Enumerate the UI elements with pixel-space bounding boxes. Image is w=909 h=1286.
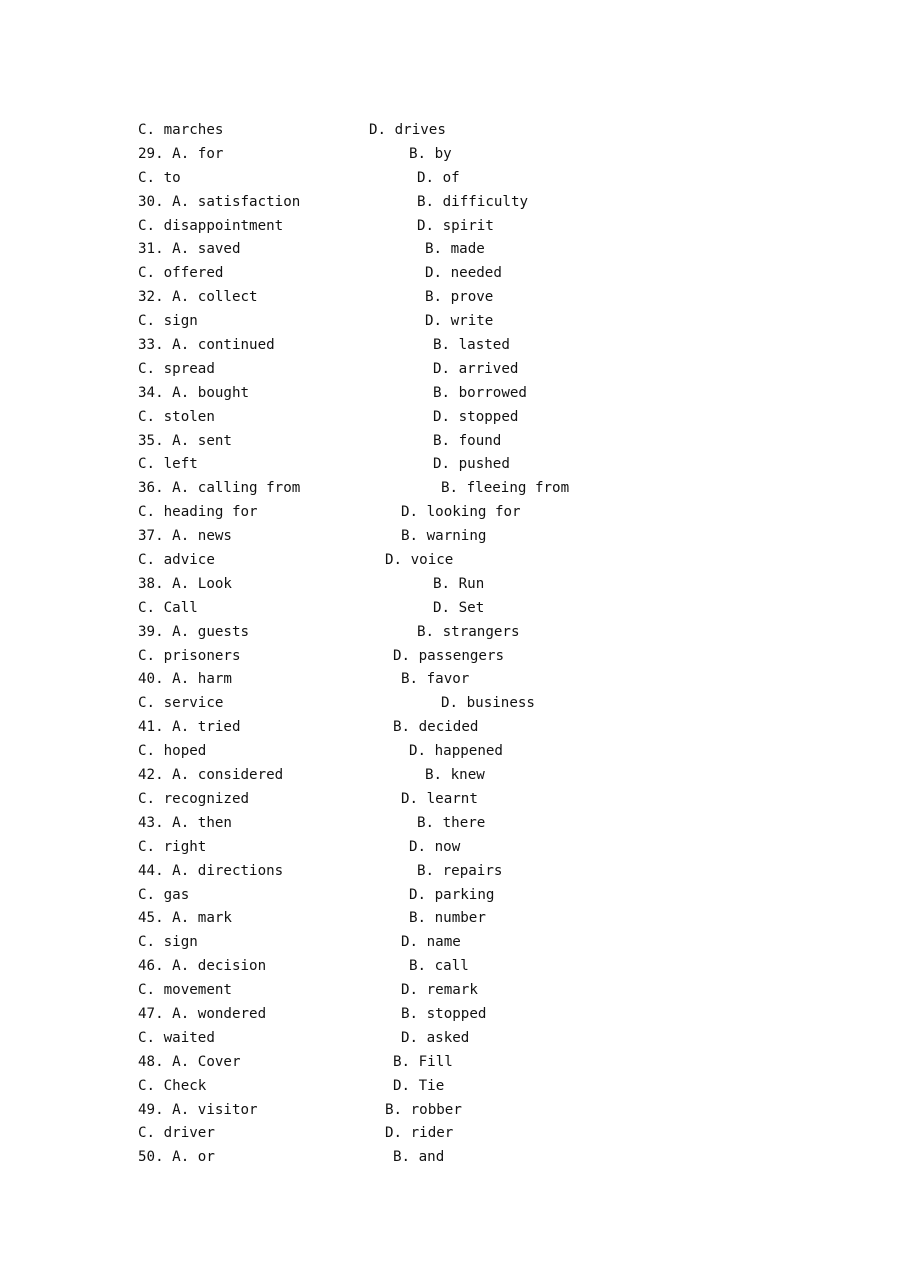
option-line <box>138 167 838 191</box>
option-left: C. sign <box>138 934 198 951</box>
option-left: 38. A. Look <box>138 575 232 592</box>
option-line <box>138 1003 838 1027</box>
option-right: D. voice <box>385 552 454 569</box>
option-right: D. drives <box>369 122 446 138</box>
option-right: D. needed <box>425 265 502 282</box>
option-right: B. there <box>417 814 486 831</box>
option-right: B. by <box>409 145 452 162</box>
option-line <box>138 812 838 836</box>
option-right: B. repairs <box>417 862 503 879</box>
option-line <box>138 788 838 812</box>
option-line <box>138 645 838 669</box>
option-line <box>138 310 838 334</box>
option-line <box>138 1051 838 1075</box>
option-right: D. write <box>425 313 494 330</box>
option-left: C. hoped <box>138 743 207 760</box>
option-right: D. spirit <box>417 217 494 234</box>
option-right: D. learnt <box>401 790 478 807</box>
option-left: C. service <box>138 695 224 712</box>
option-left: C. advice <box>138 552 215 569</box>
option-line <box>138 334 838 358</box>
option-left: 45. A. mark <box>138 910 232 927</box>
option-right: B. prove <box>425 289 494 306</box>
option-line <box>138 191 838 215</box>
option-right: D. rider <box>385 1125 454 1142</box>
option-line <box>138 955 838 979</box>
option-right: D. business <box>441 695 535 712</box>
option-line <box>138 119 838 143</box>
option-right: D. arrived <box>433 360 519 377</box>
option-line <box>138 1146 838 1170</box>
option-left: C. disappointment <box>138 217 284 234</box>
option-line <box>138 358 838 382</box>
option-right: B. warning <box>401 528 487 545</box>
option-line <box>138 286 838 310</box>
option-left: 49. A. visitor <box>138 1101 258 1118</box>
option-right: B. call <box>409 958 469 975</box>
option-left: 30. A. satisfaction <box>138 193 301 210</box>
option-right: B. robber <box>385 1101 462 1118</box>
option-left: 41. A. tried <box>138 719 241 736</box>
option-left: C. movement <box>138 982 232 999</box>
option-line <box>138 1027 838 1051</box>
option-right: D. passengers <box>393 647 505 664</box>
option-right: B. favor <box>401 671 470 688</box>
option-left: 33. A. continued <box>138 337 275 354</box>
option-line <box>138 716 838 740</box>
option-line <box>138 406 838 430</box>
option-line <box>138 979 838 1003</box>
option-line <box>138 215 838 239</box>
option-line <box>138 884 838 908</box>
option-left: C. waited <box>138 1029 215 1046</box>
option-right: D. stopped <box>433 408 519 425</box>
option-left: 36. A. calling from <box>138 480 301 497</box>
option-line <box>138 262 838 286</box>
option-left: C. Call <box>138 599 198 616</box>
option-right: B. Run <box>433 575 485 592</box>
option-line <box>138 143 838 167</box>
option-left: 40. A. harm <box>138 671 232 688</box>
option-left: C. marches <box>138 122 224 138</box>
option-left: C. heading for <box>138 504 258 521</box>
option-left: 47. A. wondered <box>138 1005 267 1022</box>
option-right: B. difficulty <box>417 193 529 210</box>
option-left: 43. A. then <box>138 814 232 831</box>
option-line <box>138 238 838 262</box>
option-right: D. looking for <box>401 504 521 521</box>
option-line <box>138 692 838 716</box>
option-right: B. stopped <box>401 1005 487 1022</box>
option-right: D. name <box>401 934 461 951</box>
option-right: D. asked <box>401 1029 470 1046</box>
option-left: C. stolen <box>138 408 215 425</box>
option-left: 48. A. Cover <box>138 1053 241 1070</box>
option-line <box>138 501 838 525</box>
option-line <box>138 525 838 549</box>
option-left: C. right <box>138 838 207 855</box>
option-left: 37. A. news <box>138 528 232 545</box>
option-line <box>138 740 838 764</box>
option-left: 44. A. directions <box>138 862 284 879</box>
option-right: D. happened <box>409 743 503 760</box>
option-left: C. spread <box>138 360 215 377</box>
option-right: B. number <box>409 910 486 927</box>
option-left: C. offered <box>138 265 224 282</box>
option-right: B. strangers <box>417 623 520 640</box>
option-line <box>138 1099 838 1123</box>
option-list <box>138 119 838 1170</box>
option-right: D. Set <box>433 599 485 616</box>
option-right: D. remark <box>401 982 478 999</box>
option-line <box>138 907 838 931</box>
option-right: B. borrowed <box>433 384 527 401</box>
option-left: C. Check <box>138 1077 207 1094</box>
option-line <box>138 1122 838 1146</box>
option-left: 46. A. decision <box>138 958 267 975</box>
option-left: 31. A. saved <box>138 241 241 258</box>
option-left: C. left <box>138 456 198 473</box>
option-left: C. to <box>138 169 181 186</box>
option-left: C. driver <box>138 1125 215 1142</box>
option-right: B. found <box>433 432 502 449</box>
option-line <box>138 597 838 621</box>
option-left: C. prisoners <box>138 647 241 664</box>
option-left: 50. A. or <box>138 1149 215 1166</box>
option-right: B. fleeing from <box>441 480 570 497</box>
option-left: C. gas <box>138 886 190 903</box>
option-line <box>138 477 838 501</box>
option-left: 35. A. sent <box>138 432 232 449</box>
option-line <box>138 860 838 884</box>
option-line <box>138 430 838 454</box>
option-left: 29. A. for <box>138 145 224 162</box>
option-right: B. Fill <box>393 1053 453 1070</box>
option-left: 42. A. considered <box>138 767 284 784</box>
option-line <box>138 382 838 406</box>
option-right: B. and <box>393 1149 445 1166</box>
option-left: C. sign <box>138 313 198 330</box>
option-line <box>138 453 838 477</box>
option-right: B. made <box>425 241 485 258</box>
option-line <box>138 668 838 692</box>
option-line <box>138 836 838 860</box>
option-left: 32. A. collect <box>138 289 258 306</box>
option-left: 34. A. bought <box>138 384 250 401</box>
option-left: 39. A. guests <box>138 623 250 640</box>
option-line <box>138 764 838 788</box>
option-right: D. parking <box>409 886 495 903</box>
option-line <box>138 931 838 955</box>
option-line <box>138 621 838 645</box>
option-line <box>138 549 838 573</box>
option-right: D. now <box>409 838 461 855</box>
option-right: D. Tie <box>393 1077 445 1094</box>
option-right: B. knew <box>425 767 485 784</box>
option-right: B. decided <box>393 719 479 736</box>
option-right: D. pushed <box>433 456 510 473</box>
option-right: D. of <box>417 169 460 186</box>
option-line <box>138 573 838 597</box>
option-line <box>138 1075 838 1099</box>
option-right: B. lasted <box>433 337 510 354</box>
option-left: C. recognized <box>138 790 250 807</box>
